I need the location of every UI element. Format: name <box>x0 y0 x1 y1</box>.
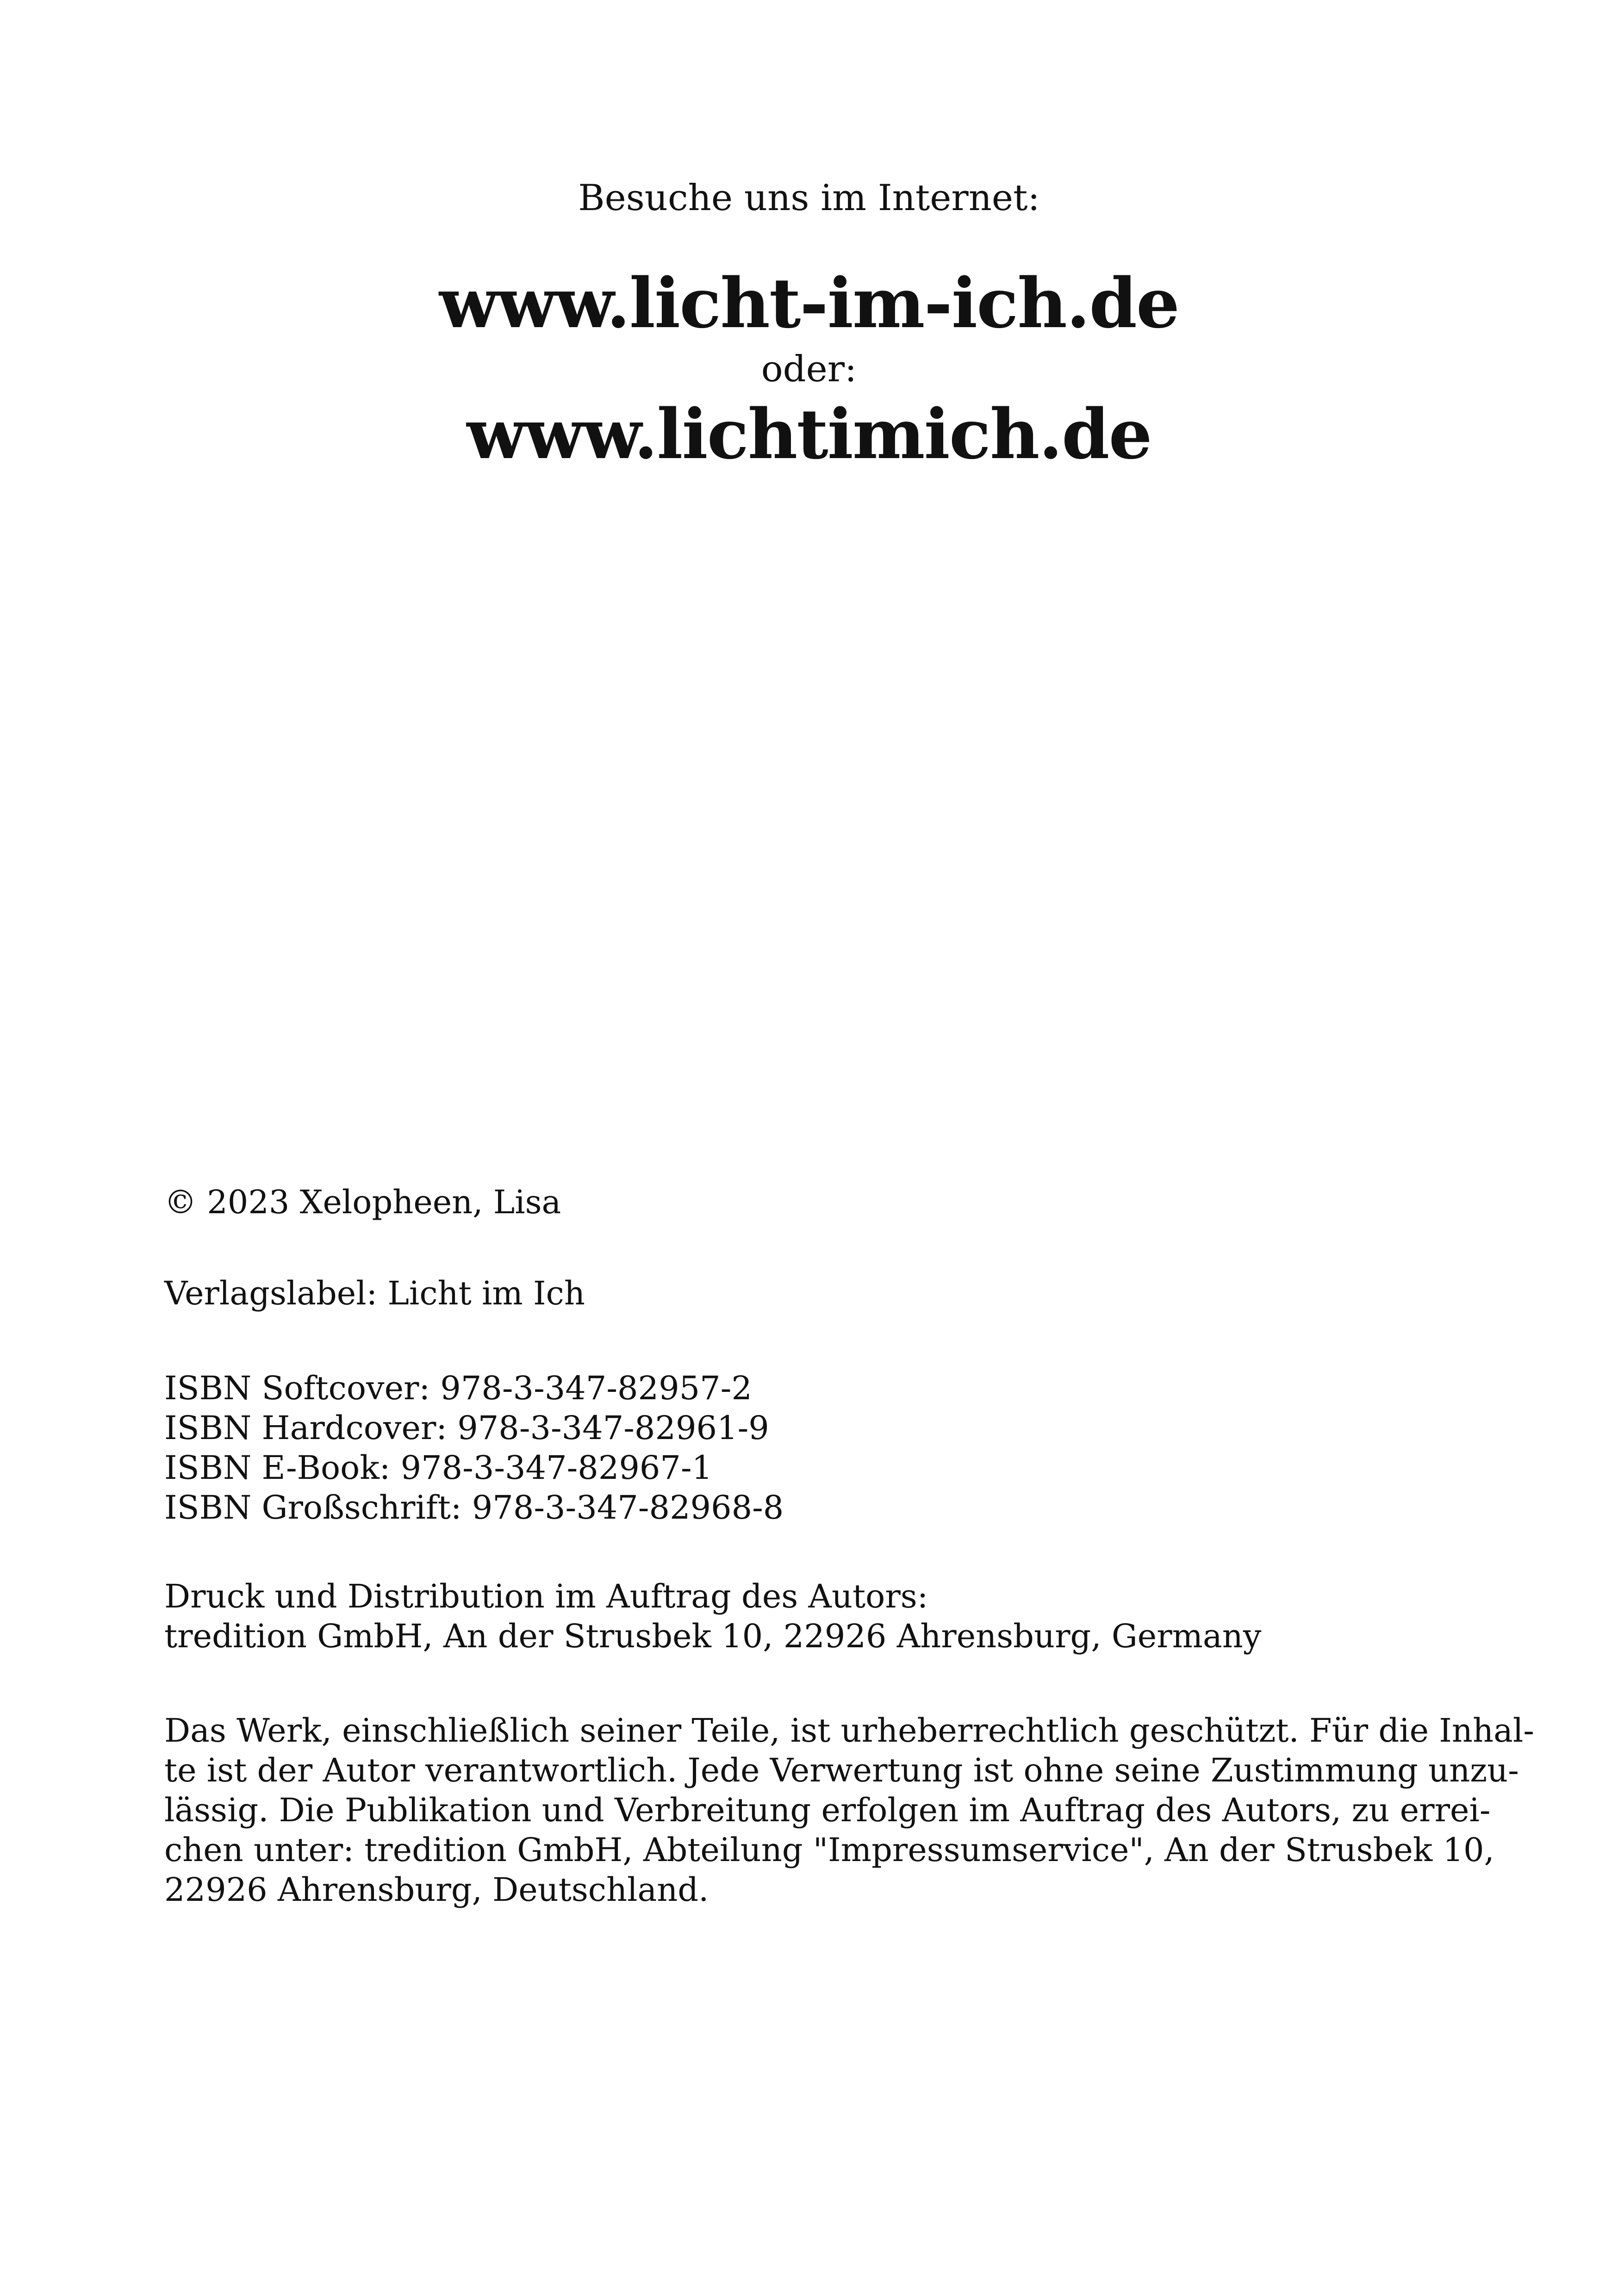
publisher-address-line: tredition GmbH, An der Strusbek 10, 22926 Ahrensburg, Germany <box>164 1617 1262 1655</box>
print-distribution-line: Druck und Distribution im Auftrag des Autors: <box>164 1577 928 1615</box>
website-url-secondary[interactable] <box>0 392 1618 476</box>
isbn-hardcover: ISBN Hardcover: 978-3-347-82961-9 <box>164 1409 769 1447</box>
isbn-large-print: ISBN Großschrift: 978-3-347-82968-8 <box>164 1489 784 1527</box>
legal-notice-line: lässig. Die Publikation und Verbreitung erfolgen im Auftrag des Autors, zu errei- <box>164 1791 1491 1829</box>
print-distribution-notice <box>164 1576 1460 1656</box>
website-url-primary[interactable] <box>0 261 1618 345</box>
legal-notice-line: 22926 Ahrensburg, Deutschland. <box>164 1871 709 1909</box>
isbn-list <box>164 1368 1460 1527</box>
copyright-notice: © 2023 Xelopheen, Lisa <box>164 1183 561 1221</box>
legal-notice-line: te ist der Autor verantwortlich. Jede Verwertung ist ohne seine Zustimmung unzu- <box>164 1751 1519 1789</box>
website-link-secondary[interactable]: www.lichtimich.de <box>467 394 1151 474</box>
publisher-label: Verlagslabel: Licht im Ich <box>164 1274 585 1312</box>
website-link-primary[interactable]: www.licht-im-ich.de <box>439 263 1179 343</box>
isbn-ebook: ISBN E-Book: 978-3-347-82967-1 <box>164 1449 713 1487</box>
legal-notice <box>164 1711 1534 1910</box>
legal-notice-line: chen unter: tredition GmbH, Abteilung "Impressumservice", An der Strusbek 10, <box>164 1831 1494 1869</box>
or-separator: oder: <box>761 348 857 390</box>
legal-notice-line: Das Werk, einschließlich seiner Teile, ist urheberrechtlich geschützt. Für die Inhal- <box>164 1712 1534 1750</box>
isbn-softcover: ISBN Softcover: 978-3-347-82957-2 <box>164 1369 752 1407</box>
visit-heading: Besuche uns im Internet: <box>578 177 1040 219</box>
